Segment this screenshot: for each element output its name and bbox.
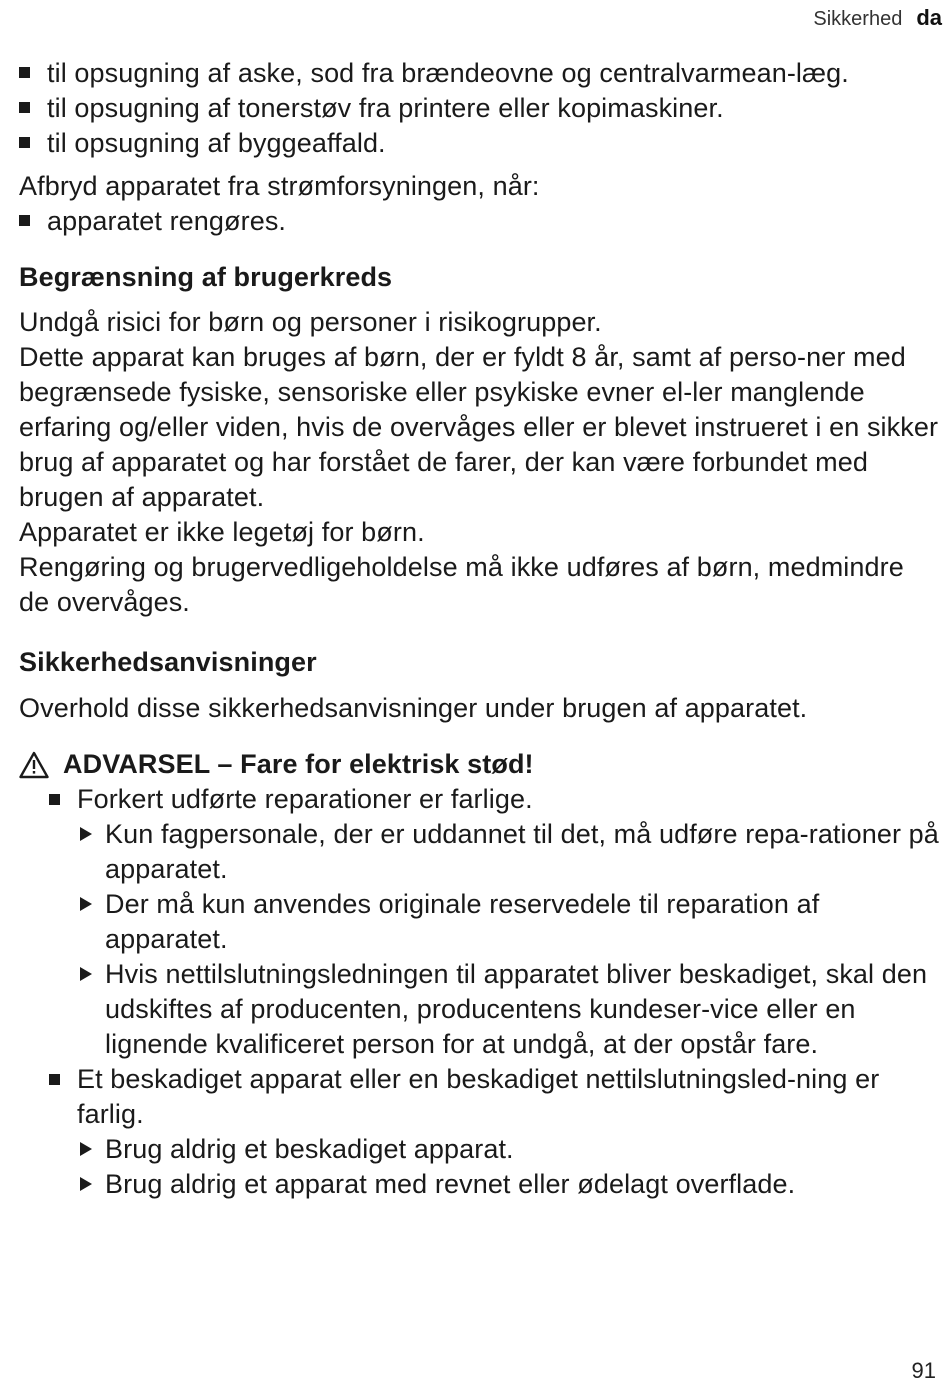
hazard-text: Et beskadiget apparat eller en beskadiget nettilslutningsled-ning er farlig. (77, 1064, 880, 1129)
paragraph: Dette apparat kan bruges af børn, der er fyldt 8 år, samt af perso-ner med begrænsede fysiske, sensoriske eller psykiske evner el-ler manglende erfaring og/eller viden, hvis de overvåges eller er blevet instrueret i en sikker brug af apparatet og har forstået de farer, der kan være forbundet med brugen af apparatet. (19, 342, 939, 512)
arrow-right-icon (80, 1142, 92, 1156)
bullet-square-icon (19, 137, 30, 148)
action-item (77, 1167, 939, 1202)
paragraph: Undgå risici for børn og personer i risikogrupper. (19, 307, 602, 337)
action-list (77, 1132, 939, 1202)
bullet-square-icon (49, 1074, 60, 1085)
paragraph: Overhold disse sikkerhedsanvisninger under brugen af apparatet. (19, 693, 808, 723)
disconnect-text: Afbryd apparatet fra strømforsyningen, når: (19, 171, 540, 201)
list-item-text: til opsugning af aske, sod fra brændeovne og centralvarmean-læg. (47, 58, 849, 88)
action-text: Brug aldrig et apparat med revnet eller ødelagt overflade. (105, 1169, 796, 1199)
warning-title (19, 747, 939, 782)
action-text: Hvis nettilslutningsledningen til apparatet bliver beskadiget, skal den udskiftes af producenten, producentens kundeser-vice eller en lignende kvalificeret person for at undgå, at der opstår fare. (105, 959, 928, 1059)
bullet-square-icon (19, 215, 30, 226)
bullet-square-icon (49, 794, 60, 805)
hazard-item (49, 782, 939, 1062)
bullet-square-icon (19, 67, 30, 78)
action-item (77, 817, 939, 887)
running-header (813, 5, 942, 31)
arrow-right-icon (80, 967, 92, 981)
action-text: Der må kun anvendes originale reservedele til reparation af apparatet. (105, 889, 820, 954)
section-heading: Begrænsning af brugerkreds (19, 262, 393, 292)
page-number: 91 (911, 1358, 936, 1383)
action-item (77, 887, 939, 957)
list-item (19, 126, 939, 161)
list-item (19, 91, 939, 126)
paragraph: Apparatet er ikke legetøj for børn. (19, 517, 425, 547)
arrow-right-icon (80, 827, 92, 841)
intro-list (19, 56, 939, 161)
warning-title-text: ADVARSEL – Fare for elektrisk stød! (63, 749, 534, 779)
section-name: Sikkerhed (813, 8, 903, 30)
action-list (77, 817, 939, 1062)
list-item (19, 56, 939, 91)
hazard-list (19, 782, 939, 1202)
action-item (77, 957, 939, 1062)
hazard-item (49, 1062, 939, 1202)
action-text: Brug aldrig et beskadiget apparat. (105, 1134, 514, 1164)
paragraph: Rengøring og brugervedligeholdelse må ikke udføres af børn, medmindre de overvåges. (19, 552, 904, 617)
arrow-right-icon (80, 1177, 92, 1191)
list-item-text: apparatet rengøres. (47, 206, 287, 236)
language-code: da (916, 5, 942, 30)
list-item-text: til opsugning af tonerstøv fra printere eller kopimaskiner. (47, 93, 724, 123)
action-text: Kun fagpersonale, der er uddannet til det, må udføre repa-rationer på apparatet. (105, 819, 939, 884)
bullet-square-icon (19, 102, 30, 113)
list-item (19, 204, 939, 239)
action-item (77, 1132, 939, 1167)
section-heading: Sikkerhedsanvisninger (19, 647, 317, 677)
arrow-right-icon (80, 897, 92, 911)
disconnect-list (19, 204, 939, 239)
warning-triangle-icon (19, 751, 49, 779)
hazard-text: Forkert udførte reparationer er farlige. (77, 784, 533, 814)
list-item-text: til opsugning af byggeaffald. (47, 128, 386, 158)
